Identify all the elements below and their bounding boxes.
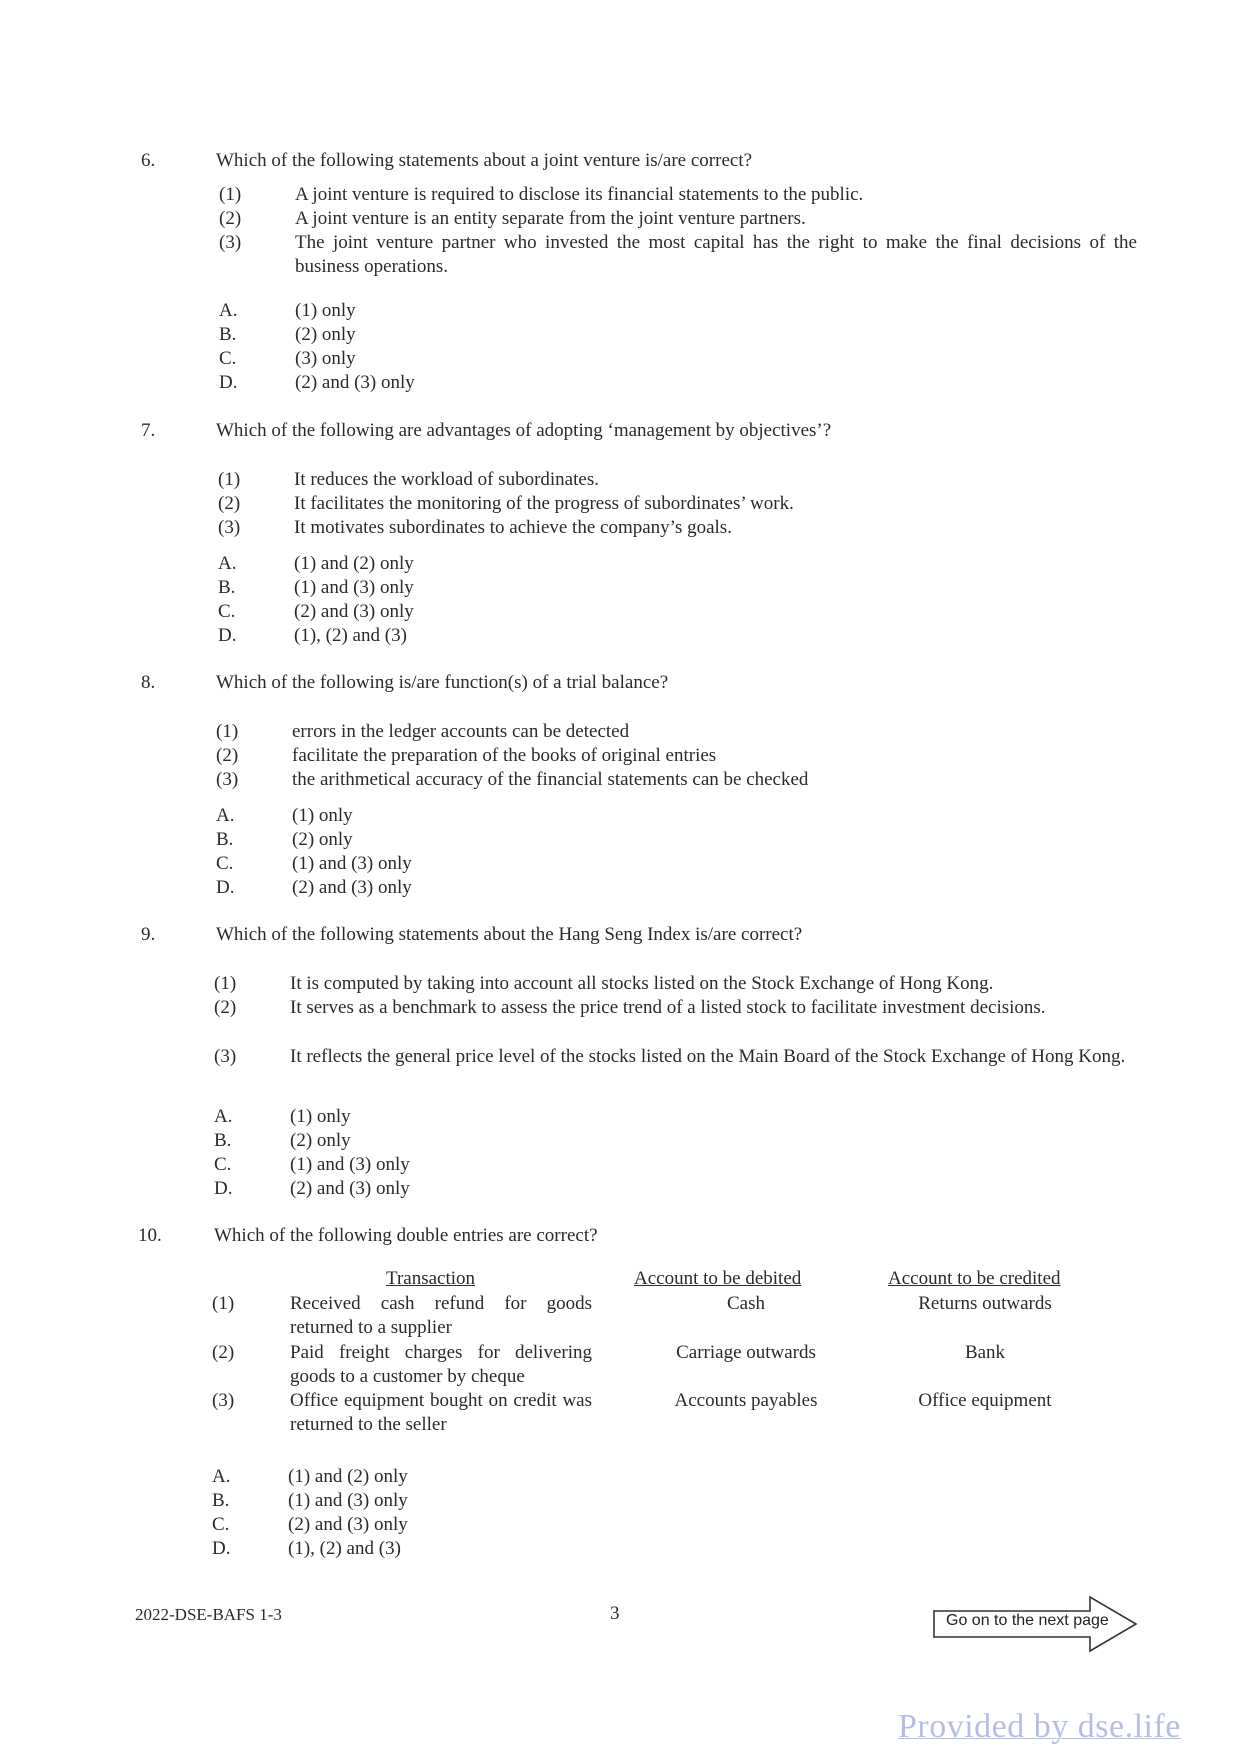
table-cell-transaction: Office equipment bought on credit was returned to the seller [290,1390,592,1435]
question-stem: Which of the following is/are function(s) of a trial balance? [216,672,669,693]
option-text: (2) and (3) only [290,1178,410,1199]
option-label: C. [219,348,237,369]
option-label: B. [216,829,234,850]
table-header-debit: Account to be debited [634,1268,802,1289]
option-text: (3) only [295,348,356,369]
statement-label: (2) [218,493,241,514]
option-text: (1) and (3) only [288,1490,408,1511]
statement-text: It reduces the workload of subordinates. [294,469,599,490]
option-text: (2) and (3) only [294,601,414,622]
statement-text: A joint venture is an entity separate from the joint venture partners. [295,208,806,229]
statement-label: (3) [219,232,242,253]
option-text: (1) only [290,1106,351,1127]
option-text: (2) and (3) only [288,1514,408,1535]
statement-label: (1) [219,184,242,205]
question-stem: Which of the following double entries are correct? [214,1225,598,1246]
statement-text: It is computed by taking into account all stocks listed on the Stock Exchange of Hong Kong. [290,973,994,994]
table-cell-credit: Bank [964,1342,1006,1363]
option-label: A. [214,1106,233,1127]
statement-label: (3) [218,517,241,538]
watermark-link[interactable]: Provided by dse.life [898,1708,1181,1745]
option-text: (1) only [295,300,356,321]
option-label: A. [218,553,237,574]
next-page-button[interactable] [930,1594,1140,1654]
statement-label: (2) [214,997,237,1018]
statement-text: The joint venture partner who invested the most capital has the right to make the final decisions of the business operations. [295,232,1137,277]
statement-text: A joint venture is required to disclose its financial statements to the public. [295,184,864,205]
statement-label: (3) [216,769,239,790]
table-cell-debit: Accounts payables [674,1390,818,1411]
statement-text: errors in the ledger accounts can be detected [292,721,630,742]
option-text: (1) only [292,805,353,826]
option-label: B. [219,324,237,345]
option-text: (1) and (2) only [294,553,414,574]
option-label: A. [219,300,238,321]
table-row-label: (3) [212,1390,235,1411]
option-text: (1), (2) and (3) [288,1538,401,1559]
statement-label: (1) [214,973,237,994]
option-label: A. [212,1466,231,1487]
statement-text: It serves as a benchmark to assess the price trend of a listed stock to facilitate investment decisions. [290,997,1046,1018]
table-cell-credit: Office equipment [918,1390,1052,1411]
option-label: C. [212,1514,230,1535]
option-label: B. [212,1490,230,1511]
option-text: (2) and (3) only [292,877,412,898]
question-stem: Which of the following are advantages of adopting ‘management by objectives’? [216,420,832,441]
page-number: 3 [610,1603,620,1624]
statement-text: It facilitates the monitoring of the progress of subordinates’ work. [294,493,794,514]
table-header-credit: Account to be credited [888,1268,1061,1289]
table-cell-transaction: Paid freight charges for delivering goods to a customer by cheque [290,1342,592,1387]
option-text: (1) and (3) only [294,577,414,598]
option-label: D. [214,1178,233,1199]
question-number: 9. [141,924,156,945]
option-text: (1) and (2) only [288,1466,408,1487]
statement-text: facilitate the preparation of the books of original entries [292,745,717,766]
option-text: (2) only [295,324,356,345]
statement-label: (2) [219,208,242,229]
next-page-label: Go on to the next page [946,1612,1109,1629]
statement-text: It reflects the general price level of the stocks listed on the Main Board of the Stock Exchange of Hong Kong. [290,1046,1126,1067]
question-stem: Which of the following statements about a joint venture is/are correct? [216,150,753,171]
table-cell-credit: Returns outwards [918,1293,1052,1314]
table-cell-transaction: Received cash refund for goods returned to a supplier [290,1293,592,1338]
option-label: B. [218,577,236,598]
option-text: (2) and (3) only [295,372,415,393]
table-row-label: (1) [212,1293,235,1314]
statement-label: (2) [216,745,239,766]
option-text: (2) only [292,829,353,850]
table-cell-debit: Carriage outwards [676,1342,816,1363]
option-label: C. [218,601,236,622]
option-text: (2) only [290,1130,351,1151]
table-cell-debit: Cash [727,1293,765,1314]
option-label: C. [214,1154,232,1175]
table-header-transaction: Transaction [386,1268,476,1289]
option-label: D. [218,625,237,646]
statement-text: It motivates subordinates to achieve the company’s goals. [294,517,732,538]
statement-label: (1) [218,469,241,490]
option-label: D. [216,877,235,898]
statement-label: (1) [216,721,239,742]
question-number: 6. [141,150,156,171]
option-text: (1), (2) and (3) [294,625,407,646]
question-number: 8. [141,672,156,693]
question-stem: Which of the following statements about the Hang Seng Index is/are correct? [216,924,803,945]
option-label: B. [214,1130,232,1151]
option-label: A. [216,805,235,826]
statement-text: the arithmetical accuracy of the financial statements can be checked [292,769,809,790]
option-text: (1) and (3) only [290,1154,410,1175]
question-number: 7. [141,420,156,441]
statement-label: (3) [214,1046,237,1067]
option-text: (1) and (3) only [292,853,412,874]
paper-code: 2022-DSE-BAFS 1-3 [135,1605,282,1624]
option-label: C. [216,853,234,874]
question-number: 10. [138,1225,162,1246]
option-label: D. [212,1538,231,1559]
table-row-label: (2) [212,1342,235,1363]
option-label: D. [219,372,238,393]
